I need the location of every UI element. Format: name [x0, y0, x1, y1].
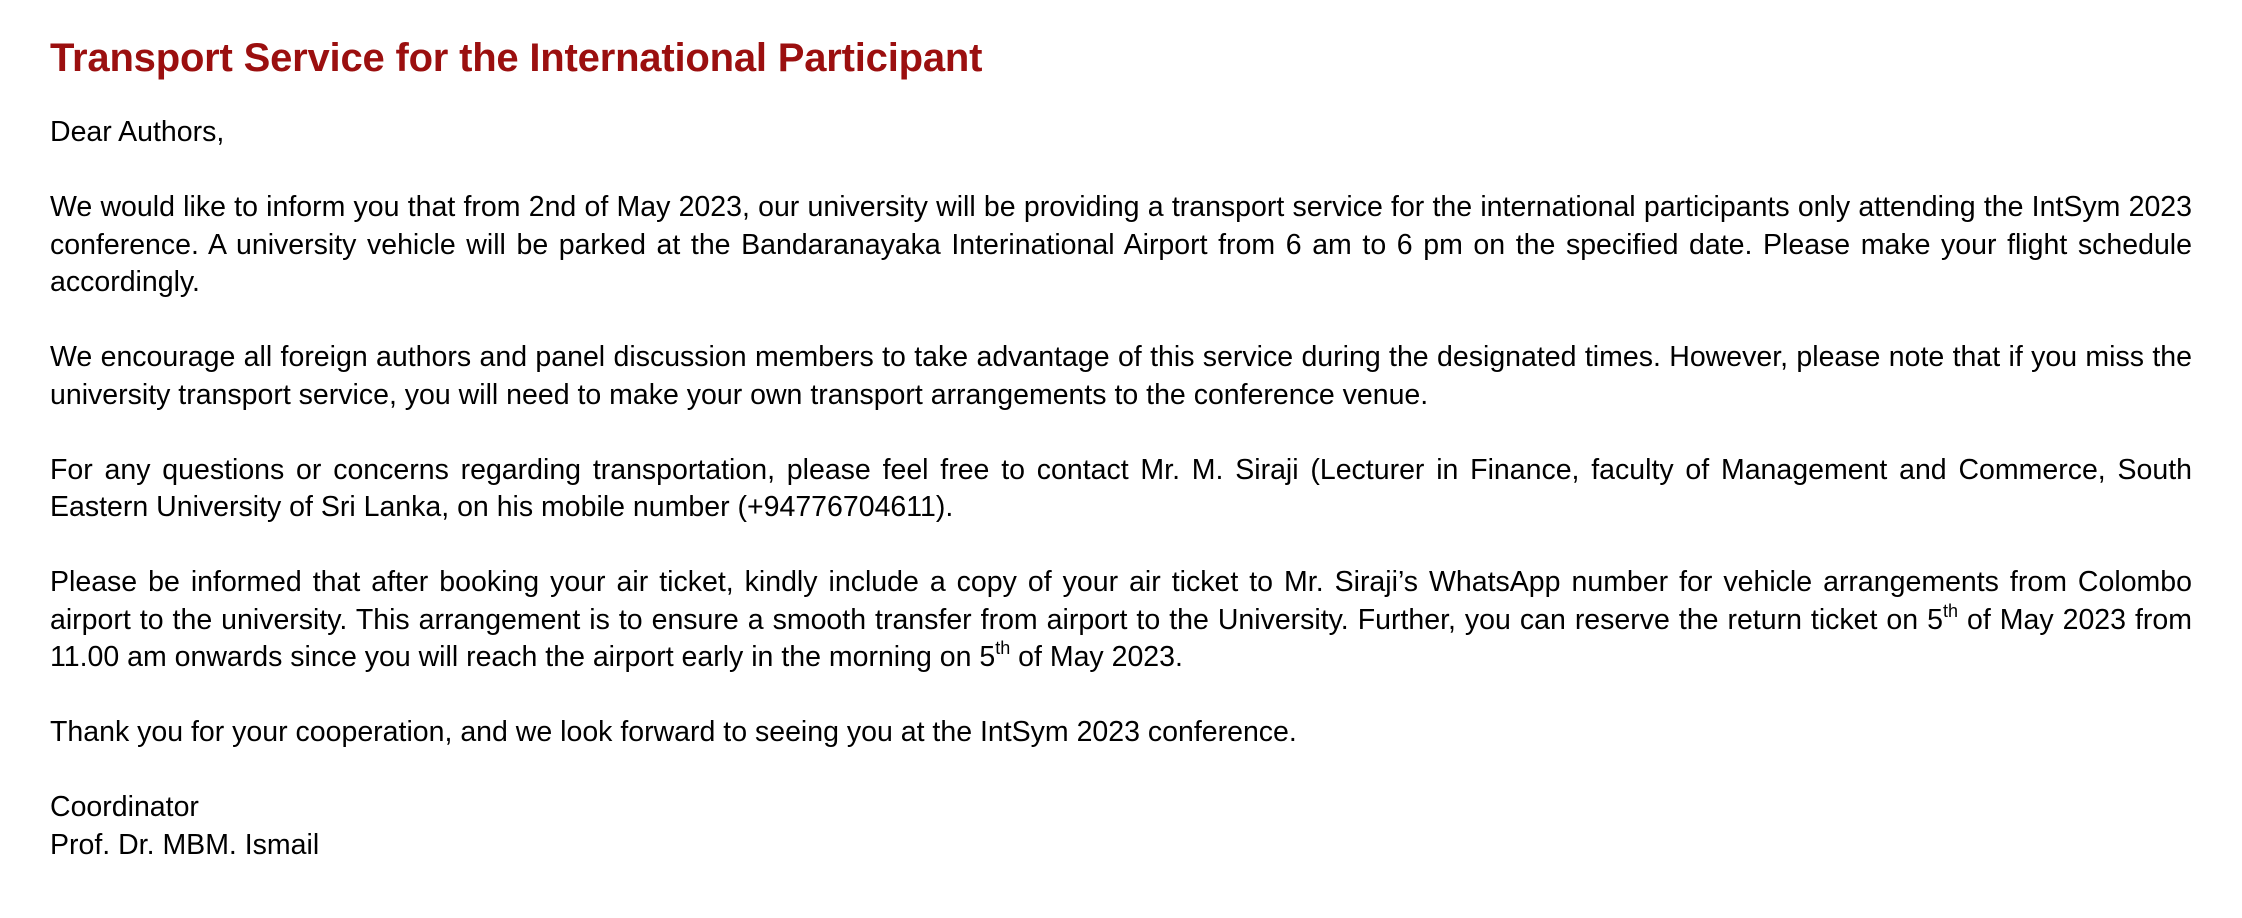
- paragraph-ticket-instructions: [50, 564, 2192, 677]
- document-title: Transport Service for the International Participant: [50, 36, 983, 80]
- ticket-text-part2: of May 2023 from 11.00 am onwards since you will reach the airport early in the morning on 5: [50, 603, 2193, 673]
- signature-block: [50, 789, 2192, 864]
- greeting: Dear Authors,: [50, 116, 225, 148]
- ordinal-suffix: th: [995, 638, 1011, 658]
- paragraph-contact: For any questions or concerns regarding transportation, please feel free to contact Mr. M. Siraji (Lecturer in Finance, faculty of Management and Commerce, South Eastern University of Sri Lanka, on his mobile number (+94776704611).: [50, 453, 2192, 523]
- ticket-text-part3: of May 2023.: [1010, 641, 1183, 673]
- paragraph-thanks: Thank you for your cooperation, and we look forward to seeing you at the IntSym 2023 conference.: [50, 716, 1297, 748]
- signature-role: Coordinator: [50, 791, 199, 823]
- ordinal-suffix: th: [1942, 600, 1958, 621]
- ticket-text-part1: Please be informed that after booking your air ticket, kindly include a copy of your air ticket to Mr. Siraji’s WhatsApp number for vehicle arrangements from Colombo airport to the university. This arrangement is to ensure a smooth transfer from airport to the University. Further, you can reserve the return ticket on 5: [50, 566, 2192, 636]
- paragraph-encouragement: We encourage all foreign authors and panel discussion members to take advantage of this service during the designated times. However, please note that if you miss the university transport service, you will need to make your own transport arrangements to the conference venue.: [50, 341, 2192, 411]
- signature-name: Prof. Dr. MBM. Ismail: [50, 828, 320, 861]
- paragraph-transport-info: We would like to inform you that from 2nd of May 2023, our university will be providing a transport service for the international participants only attending the IntSym 2023 conference. A university vehicle will be parked at the Bandaranayaka Interinational Airport from 6 am to 6 pm on the specified date. Please make your flight schedule accordingly.: [50, 191, 2192, 298]
